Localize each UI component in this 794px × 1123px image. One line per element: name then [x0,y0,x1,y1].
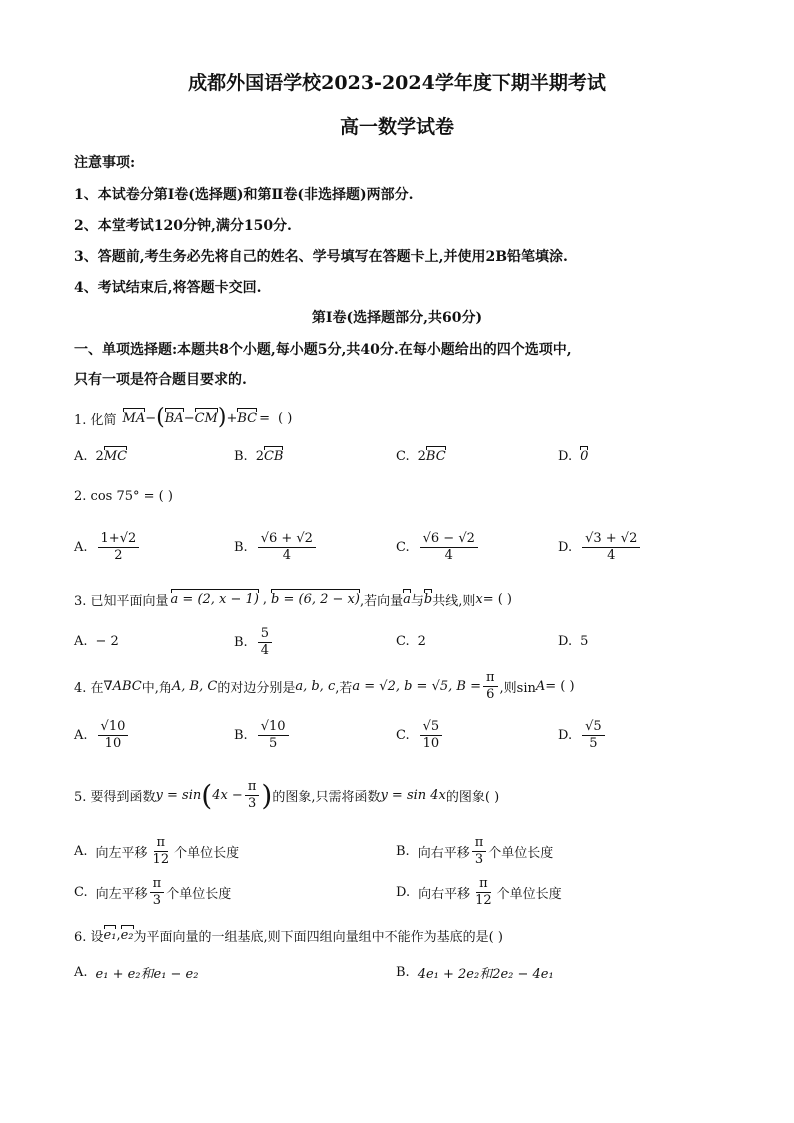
option-fraction: $\frac{√6 - √2}{4}$ [420,531,478,564]
option-fraction: $\frac{√3 + √2}{4}$ [582,531,640,564]
q6-tail: 为平面向量的一组基底,则下面四组向量组中不能作为基底的是( ) [133,930,503,945]
note-item-1: 1、本试卷分第Ⅰ卷(选择题)和第Ⅱ卷(非选择题)两部分. [74,187,414,203]
option-label: B. [234,540,248,555]
q4-prefix: 4. 在 [74,681,104,696]
exam-title: 成都外国语学校2023-2024学年度下期半期考试 [188,72,606,94]
q5-function-2: y = sin 4x [380,788,446,803]
q4-angle-a: A [535,679,546,694]
q3-vector-a-def: a = (2, x − 1) [170,592,259,607]
q2-option-d [558,531,642,564]
q1-option-b [234,449,283,464]
option-label: C. [396,728,410,743]
option-pre: 向左平移 [95,846,148,861]
option-label: D. [558,728,573,743]
q1-vec-ma: MA [122,410,146,426]
option-fraction: $\frac{\pi}{12}$ [152,835,170,867]
option-label: D. [396,885,411,900]
q6-vector-e2: e₂ [120,928,134,943]
q4-fraction: $\frac{\pi}{6}$ [483,670,498,703]
q4-mid3: ,若 [335,681,353,696]
option-label: A. [74,728,88,743]
q5-inner: 4x − [212,788,243,803]
option-label: A. [74,844,88,859]
q5-option-d [396,876,562,909]
q3-option-b [234,626,274,659]
q3-end: = ( ) [482,592,513,607]
question-4-stem [74,670,575,703]
option-label: A. [74,449,88,464]
option-fraction: $\frac{5}{4}$ [258,626,272,659]
q5-tail: 的图象( ) [445,790,500,805]
option-label: D. [558,540,573,555]
q1-option-c [396,449,446,464]
option-fraction: $\frac{√5}{5}$ [582,719,605,752]
option-label: A. [74,540,88,555]
q1-equals: = [259,410,271,426]
q5-paren-open: ( [201,778,213,812]
q4-mid1: 中,角 [141,681,172,696]
q4-mid2: 的对边分别是 [217,681,296,696]
q5-option-c [74,876,231,909]
question-2-stem: 2. cos 75° = ( ) [74,489,173,504]
q3-vector-b: b [423,592,433,607]
q1-plus: + [226,410,238,426]
question-5-stem [74,779,499,812]
q4-condition: a = √2, b = √5, B = [352,679,481,694]
q1-option-a [74,449,127,464]
option-label: B. [234,728,248,743]
q5-prefix: 5. 要得到函数 [74,790,156,805]
option-text: − 2 [95,634,119,649]
q1-vec-bc: BC [237,410,258,426]
q3-option-a [74,634,119,649]
note-item-2: 2、本堂考试120分钟,满分150分. [74,218,292,234]
q3-vector-a: a [403,592,411,607]
q3-option-c [396,634,426,649]
q3-mid: ,若向量 [359,594,404,609]
q5-option-a [74,835,239,868]
option-post: 个单位长度 [496,887,562,902]
question-6-stem [74,926,503,945]
option-fraction: $\frac{\pi}{3}$ [150,876,165,909]
section1-instruction-2: 只有一项是符合题目要求的. [74,372,247,388]
option-text: 2 [417,634,426,649]
q5-fraction: $\frac{\pi}{3}$ [245,779,260,812]
q1-option-d [558,449,588,464]
option-label: D. [558,634,573,649]
q4-option-d [558,719,607,752]
option-fraction: $\frac{√10}{5}$ [258,719,289,752]
option-coef: 2 [255,449,264,464]
question-3-stem: 3. 已知平面向量 a = (2, x − 1) , b = (6, 2 − x) ,若向量 a 与 b 共线,则 x = ( ) [74,592,513,609]
option-text: 5 [580,634,589,649]
option-pre: 向右平移 [418,887,471,902]
q5-paren-close: ) [261,778,273,812]
option-fraction: $\frac{√10}{10}$ [98,719,129,752]
q4-end: = ( ) [545,679,575,694]
option-text: e₁ + e₂和e₁ − e₂ [95,967,199,982]
question-1-stem [74,407,292,429]
option-pre: 向右平移 [417,846,470,861]
option-label: B. [234,449,248,464]
q6-option-b [396,963,554,982]
q4-option-a [74,719,130,752]
q4-option-c [396,719,444,752]
option-post: 个单位长度 [488,846,554,861]
option-coef: 2 [417,449,426,464]
option-label: B. [396,965,410,980]
q4-sides: a, b, c [295,679,336,694]
q3-option-d [558,634,588,649]
q3-prefix: 3. 已知平面向量 [74,594,169,609]
q6-vector-e1: e₁ [103,928,117,943]
q3-vector-b-def: b = (6, 2 − x) [271,592,360,607]
option-label: C. [74,885,88,900]
option-label: B. [234,635,248,650]
q2-option-b [234,531,318,564]
option-label: D. [558,449,573,464]
q3-and: 与 [410,594,424,609]
option-pre: 向左平移 [95,887,148,902]
q1-vec-ba: BA [164,410,184,426]
option-vector: 0 [580,449,589,464]
q5-mid: 的图象,只需将函数 [272,790,381,805]
q1-minus-1: − [145,410,157,426]
option-fraction: $\frac{√5}{10}$ [420,719,443,752]
q6-comma: , [116,928,121,943]
option-label: C. [396,540,410,555]
option-fraction: $\frac{\pi}{12}$ [475,876,492,908]
option-vector: CB [263,449,284,464]
q4-option-b [234,719,291,752]
note-item-3: 3、答题前,考生务必先将自己的姓名、学号填写在答题卡上,并使用2B铅笔填涂. [74,249,568,265]
q4-triangle: ∇ABC [103,679,142,694]
section1-instruction-1: 一、单项选择题:本题共8个小题,每小题5分,共40分.在每小题给出的四个选项中, [74,342,572,358]
q2-option-a [74,531,141,564]
q4-angles: A, B, C [171,679,218,694]
option-fraction: $\frac{√6 + √2}{4}$ [258,531,316,564]
option-post: 个单位长度 [166,887,232,902]
q1-minus-2: − [183,410,195,426]
option-fraction: $\frac{1+√2}{2}$ [98,531,140,564]
q5-function: y = sin [155,788,202,803]
option-post: 个单位长度 [174,846,240,861]
option-vector: BC [425,449,446,464]
q2-option-c [396,531,480,564]
q6-option-a [74,963,198,982]
notes-heading: 注意事项: [74,155,136,171]
option-fraction: $\frac{\pi}{3}$ [472,835,487,868]
exam-subtitle: 高一数学试卷 [339,116,454,138]
option-label: A. [74,634,88,649]
option-label: C. [396,634,410,649]
option-label: B. [396,844,410,859]
q3-x: x [475,592,483,607]
option-text: 4e₁ + 2e₂和2e₂ − 4e₁ [417,967,554,982]
option-coef: 2 [95,449,104,464]
q1-paren-close: ) [217,405,227,430]
option-label: A. [74,965,88,980]
section1-heading: 第Ⅰ卷(选择题部分,共60分) [311,310,483,326]
q1-blank: ( ) [278,410,293,426]
note-item-4: 4、考试结束后,将答题卡交回. [74,280,262,296]
q6-prefix: 6. 设 [74,930,104,945]
q5-option-b [396,835,553,868]
q1-vec-cm: CM [194,410,218,426]
option-label: C. [396,449,410,464]
q1-prefix: 1. 化简 [74,412,117,428]
q1-paren-open: ( [156,405,165,430]
q4-tail: ,则sin [499,681,536,696]
option-vector: MC [103,449,128,464]
q3-tail: 共线,则 [432,594,476,609]
